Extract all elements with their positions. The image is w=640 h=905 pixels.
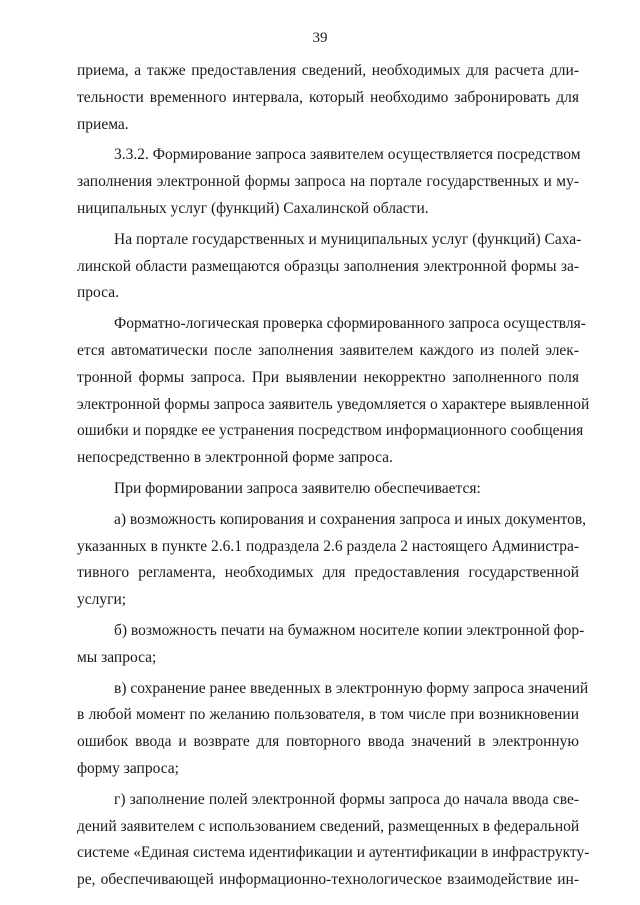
text-line: мы запроса; bbox=[77, 648, 157, 666]
page-number: 39 bbox=[312, 30, 328, 46]
text-line: в) сохранение ранее введенных в электронную форму запроса значений bbox=[114, 679, 589, 697]
text-line: проса. bbox=[77, 284, 120, 302]
text-line: указанных в пункте 2.6.1 подраздела 2.6 раздела 2 настоящего Администра- bbox=[77, 537, 579, 555]
text-line: тельности временного интервала, который необходимо забронировать для bbox=[77, 88, 579, 106]
text-line: ется автоматически после заполнения заявителем каждого из полей элек- bbox=[77, 341, 579, 359]
text-line: г) заполнение полей электронной формы запроса до начала ввода све- bbox=[114, 790, 579, 808]
text-line: а) возможность копирования и сохранения запроса и иных документов, bbox=[114, 510, 587, 528]
text-line: системе «Единая система идентификации и аутентификации в инфраструкту- bbox=[77, 844, 590, 862]
text-line: б) возможность печати на бумажном носителе копии электронной фор- bbox=[114, 621, 585, 639]
text-line: 3.3.2. Формирование запроса заявителем осуществляется посредством bbox=[114, 146, 581, 164]
text-line: При формировании запроса заявителю обеспечивается: bbox=[114, 479, 481, 497]
text-line: приема, а также предоставления сведений, необходимых для расчета дли- bbox=[77, 62, 579, 79]
text-line: Форматно-логическая проверка сформированного запроса осуществля- bbox=[114, 315, 586, 333]
text-line: ниципальных услуг (функций) Сахалинской области. bbox=[77, 199, 429, 217]
text-line: ошибки и порядке ее устранения посредством информационного сообщения bbox=[77, 422, 584, 440]
text-line: форму запроса; bbox=[77, 759, 179, 777]
text-line: в любой момент по желанию пользователя, в том числе при возникновении bbox=[77, 706, 579, 724]
text-line: услуги; bbox=[77, 591, 127, 609]
text-line: линской области размещаются образцы заполнения электронной формы за- bbox=[77, 257, 579, 275]
body-text bbox=[77, 58, 590, 894]
text-line: тронной формы запроса. При выявлении некорректно заполненного поля bbox=[77, 368, 579, 386]
text-line: непосредственно в электронной форме запроса. bbox=[77, 449, 393, 467]
text-line: На портале государственных и муниципальных услуг (функций) Саха- bbox=[114, 230, 582, 248]
text-line: ошибок ввода и возврате для повторного ввода значений в электронную bbox=[77, 733, 579, 751]
text-line: дений заявителем с использованием сведений, размещенных в федеральной bbox=[77, 817, 580, 835]
text-line: приема. bbox=[77, 115, 129, 133]
text-line: тивного регламента, необходимых для предоставления государственной bbox=[77, 564, 579, 582]
text-line: электронной формы запроса заявитель уведомляется о характере выявленной bbox=[77, 395, 590, 413]
text-line: заполнения электронной формы запроса на портале государственных и му- bbox=[77, 173, 579, 191]
text-line: ре, обеспечивающей информационно-технологическое взаимодействие ин- bbox=[77, 871, 579, 889]
